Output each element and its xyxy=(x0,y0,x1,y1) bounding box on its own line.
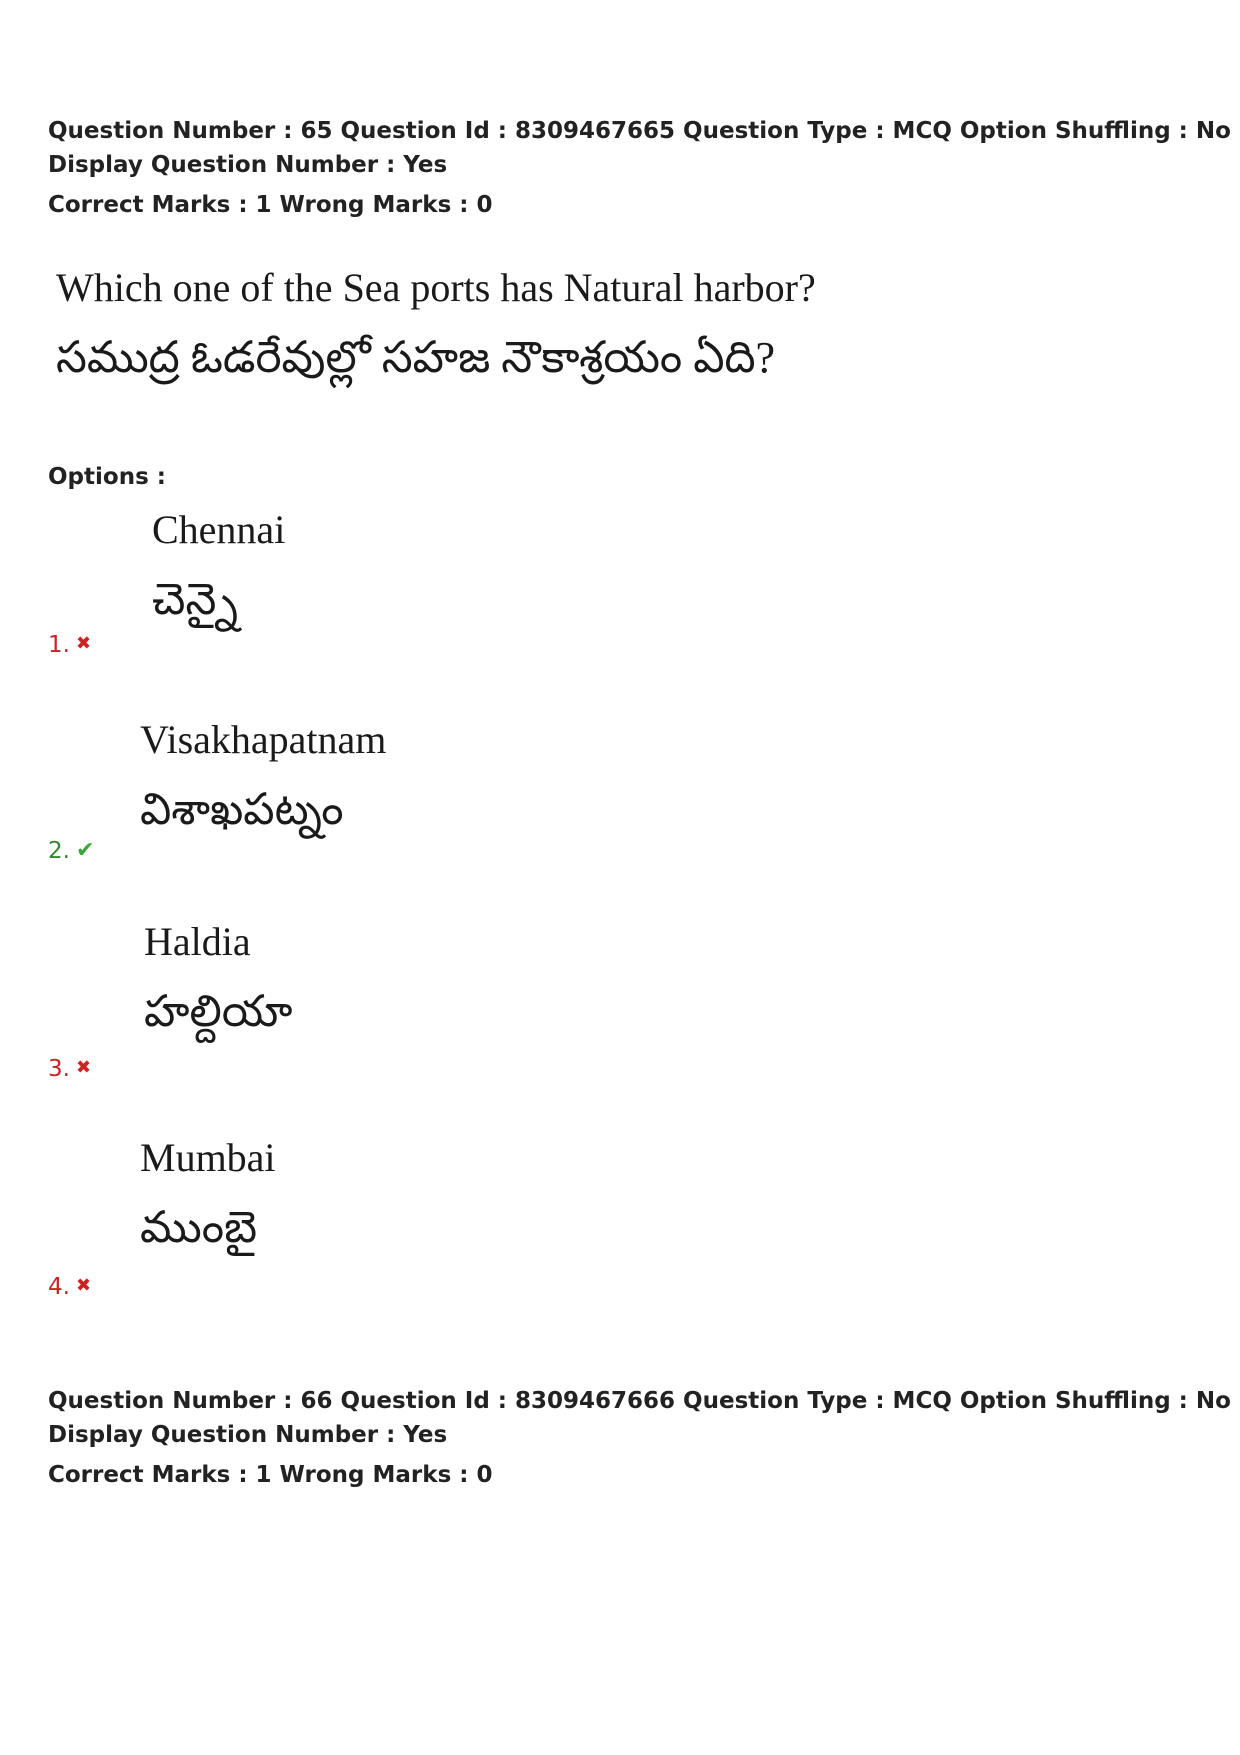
check-icon: ✔ xyxy=(75,838,95,863)
option-3-telugu: హల్దియా xyxy=(144,987,293,1036)
option-3 xyxy=(48,912,648,1084)
marks-line: Correct Marks : 1 Wrong Marks : 0 xyxy=(48,1462,493,1488)
cross-icon: ✖ xyxy=(75,1275,92,1296)
option-1-english: Chennai xyxy=(152,507,286,552)
marks-line: Correct Marks : 1 Wrong Marks : 0 xyxy=(48,192,493,218)
option-4-english: Mumbai xyxy=(140,1135,276,1180)
option-4-number: 4. xyxy=(48,1274,70,1300)
question-65-header xyxy=(48,114,1231,222)
question-66-header xyxy=(48,1384,1231,1492)
cross-icon: ✖ xyxy=(75,1057,92,1078)
question-65-text xyxy=(56,258,816,398)
question-meta-line: Question Number : 65 Question Id : 8309467665 Question Type : MCQ Option Shuffling : No xyxy=(48,118,1231,144)
option-2-english: Visakhapatnam xyxy=(140,717,387,762)
option-4-marker xyxy=(48,1271,91,1302)
option-4-telugu: ముంబై xyxy=(140,1203,258,1252)
option-1-marker xyxy=(48,629,91,660)
option-2-number: 2. xyxy=(48,838,70,864)
display-question-number: Display Question Number : Yes xyxy=(48,152,448,178)
option-1 xyxy=(48,500,648,660)
option-2-marker xyxy=(48,836,94,866)
option-3-marker xyxy=(48,1053,91,1084)
option-3-number: 3. xyxy=(48,1056,70,1082)
question-meta-line: Question Number : 66 Question Id : 8309467666 Question Type : MCQ Option Shuffling : No xyxy=(48,1388,1231,1414)
option-3-english: Haldia xyxy=(144,919,251,964)
option-1-number: 1. xyxy=(48,632,70,658)
display-question-number: Display Question Number : Yes xyxy=(48,1422,448,1448)
options-label: Options : xyxy=(48,464,166,490)
option-2-telugu: విశాఖపట్నం xyxy=(140,785,344,834)
option-1-telugu: చెన్నై xyxy=(152,575,238,624)
cross-icon: ✖ xyxy=(75,633,92,654)
question-english: Which one of the Sea ports has Natural harbor? xyxy=(56,265,816,310)
option-2 xyxy=(48,710,648,866)
question-telugu: సముద్ర ఓడరేవుల్లో సహజ నౌకాశ్రయం ఏది? xyxy=(56,333,776,382)
option-4 xyxy=(48,1128,648,1302)
